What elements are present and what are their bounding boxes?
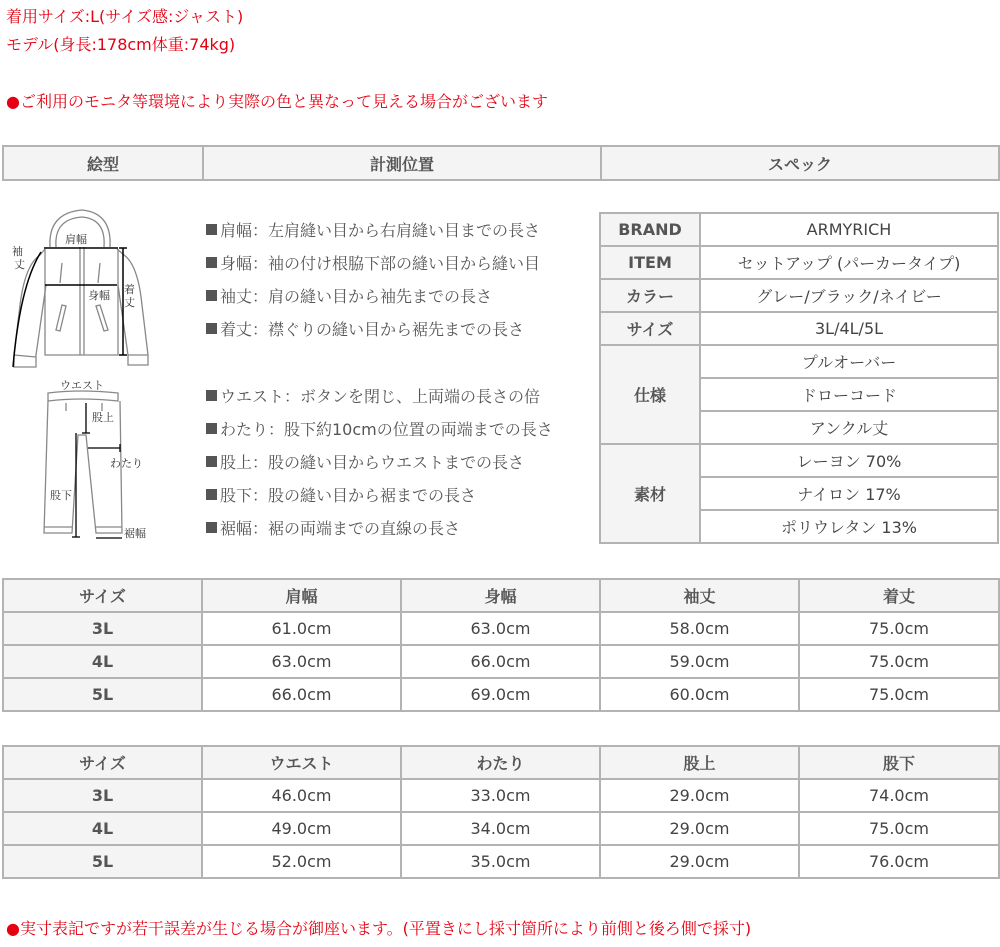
header-table [2, 145, 1000, 181]
measurement-notice: ●実寸表記ですが若干誤差が生じる場合が御座います。(平置きにし採寸箇所により前側と後ろ側で採寸) [6, 919, 752, 938]
spec-label-size: サイズ [600, 312, 700, 345]
color-notice: ●ご利用のモニタ等環境により実際の色と異なって見える場合がございます [6, 92, 548, 111]
value-cell: 76.0cm [799, 845, 999, 878]
value-cell: 75.0cm [799, 678, 999, 711]
desc-waist: ウエスト：ボタンを閉じ、上両端の長さの倍 [206, 384, 540, 407]
square-bullet-icon [206, 456, 217, 467]
jacket-illustration [0, 205, 170, 375]
size-cell: 3L [3, 612, 202, 645]
value-cell: 61.0cm [202, 612, 401, 645]
value-cell: 58.0cm [600, 612, 799, 645]
value-cell: 59.0cm [600, 645, 799, 678]
header-spec: スペック [601, 146, 999, 180]
spec-label-brand: BRAND [600, 213, 700, 246]
label-thigh: わたり [110, 457, 143, 470]
header-measure-position: 計測位置 [203, 146, 601, 180]
value-cell: 29.0cm [600, 845, 799, 878]
spec-material: ナイロン 17% [700, 477, 998, 510]
value-cell: 63.0cm [401, 612, 600, 645]
spec-size: 3L/4L/5L [700, 312, 998, 345]
spec-material: レーヨン 70% [700, 444, 998, 477]
value-cell: 35.0cm [401, 845, 600, 878]
label-shoulder: 肩幅 [65, 233, 87, 246]
spec-brand: ARMYRICH [700, 213, 998, 246]
spec-feature: プルオーバー [700, 345, 998, 378]
square-bullet-icon [206, 257, 217, 268]
square-bullet-icon [206, 224, 217, 235]
label-inseam: 股下 [50, 489, 72, 502]
header-illustration: 絵型 [3, 146, 203, 180]
label-body-width: 身幅 [88, 289, 110, 302]
table-row [3, 779, 999, 812]
spec-item: セットアップ (パーカータイプ) [700, 246, 998, 279]
value-cell: 60.0cm [600, 678, 799, 711]
spec-material: ポリウレタン 13% [700, 510, 998, 543]
value-cell: 34.0cm [401, 812, 600, 845]
value-cell: 69.0cm [401, 678, 600, 711]
pants-header-rise: 股上 [600, 746, 799, 779]
label-sleeve-2: 丈 [14, 258, 25, 271]
table-row [3, 612, 999, 645]
spec-color: グレー/ブラック/ネイビー [700, 279, 998, 312]
square-bullet-icon [206, 290, 217, 301]
tops-header-body: 身幅 [401, 579, 600, 612]
desc-hem: 裾幅：裾の両端までの直線の長さ [206, 516, 460, 539]
label-length-2: 丈 [124, 296, 135, 309]
pants-header-waist: ウエスト [202, 746, 401, 779]
label-rise: 股上 [92, 411, 114, 424]
desc-shoulder: 肩幅：左肩縫い目から右肩縫い目までの長さ [206, 218, 540, 241]
desc-sleeve: 袖丈：肩の縫い目から袖先までの長さ [206, 284, 492, 307]
value-cell: 29.0cm [600, 779, 799, 812]
label-length: 着 [124, 283, 135, 296]
spec-feature: アンクル丈 [700, 411, 998, 444]
label-sleeve: 袖 [12, 245, 23, 258]
size-cell: 5L [3, 845, 202, 878]
spec-label-features: 仕様 [600, 345, 700, 444]
tops-header-sleeve: 袖丈 [600, 579, 799, 612]
table-row [3, 678, 999, 711]
size-cell: 5L [3, 678, 202, 711]
square-bullet-icon [206, 522, 217, 533]
pants-header-thigh: わたり [401, 746, 600, 779]
pants-illustration [30, 375, 160, 545]
value-cell: 74.0cm [799, 779, 999, 812]
pants-header-inseam: 股下 [799, 746, 999, 779]
square-bullet-icon [206, 489, 217, 500]
value-cell: 29.0cm [600, 812, 799, 845]
value-cell: 66.0cm [202, 678, 401, 711]
tops-header-shoulder: 肩幅 [202, 579, 401, 612]
size-cell: 3L [3, 779, 202, 812]
tops-header-size: サイズ [3, 579, 202, 612]
spec-feature: ドローコード [700, 378, 998, 411]
tops-header-length: 着丈 [799, 579, 999, 612]
size-cell: 4L [3, 812, 202, 845]
pants-size-table [2, 745, 1000, 879]
label-hem: 裾幅 [124, 527, 146, 540]
value-cell: 46.0cm [202, 779, 401, 812]
size-cell: 4L [3, 645, 202, 678]
square-bullet-icon [206, 390, 217, 401]
value-cell: 75.0cm [799, 645, 999, 678]
desc-inseam: 股下：股の縫い目から裾までの長さ [206, 483, 476, 506]
spec-label-material: 素材 [600, 444, 700, 543]
table-row [3, 845, 999, 878]
value-cell: 49.0cm [202, 812, 401, 845]
desc-length: 着丈：襟ぐりの縫い目から裾先までの長さ [206, 317, 524, 340]
table-row [3, 645, 999, 678]
worn-size-note: 着用サイズ:L(サイズ感:ジャスト) [6, 7, 244, 26]
desc-rise: 股上：股の縫い目からウエストまでの長さ [206, 450, 524, 473]
desc-body-width: 身幅：袖の付け根脇下部の縫い目から縫い目 [206, 251, 540, 274]
spec-table [599, 212, 999, 544]
table-row [3, 812, 999, 845]
tops-size-table [2, 578, 1000, 712]
value-cell: 52.0cm [202, 845, 401, 878]
value-cell: 63.0cm [202, 645, 401, 678]
value-cell: 66.0cm [401, 645, 600, 678]
square-bullet-icon [206, 323, 217, 334]
spec-label-item: ITEM [600, 246, 700, 279]
label-waist: ウエスト [60, 379, 104, 392]
value-cell: 75.0cm [799, 812, 999, 845]
model-note: モデル(身長:178cm体重:74kg) [6, 35, 236, 54]
desc-thigh: わたり：股下約10cmの位置の両端までの長さ [206, 417, 553, 440]
value-cell: 33.0cm [401, 779, 600, 812]
square-bullet-icon [206, 423, 217, 434]
pants-header-size: サイズ [3, 746, 202, 779]
value-cell: 75.0cm [799, 612, 999, 645]
spec-label-color: カラー [600, 279, 700, 312]
